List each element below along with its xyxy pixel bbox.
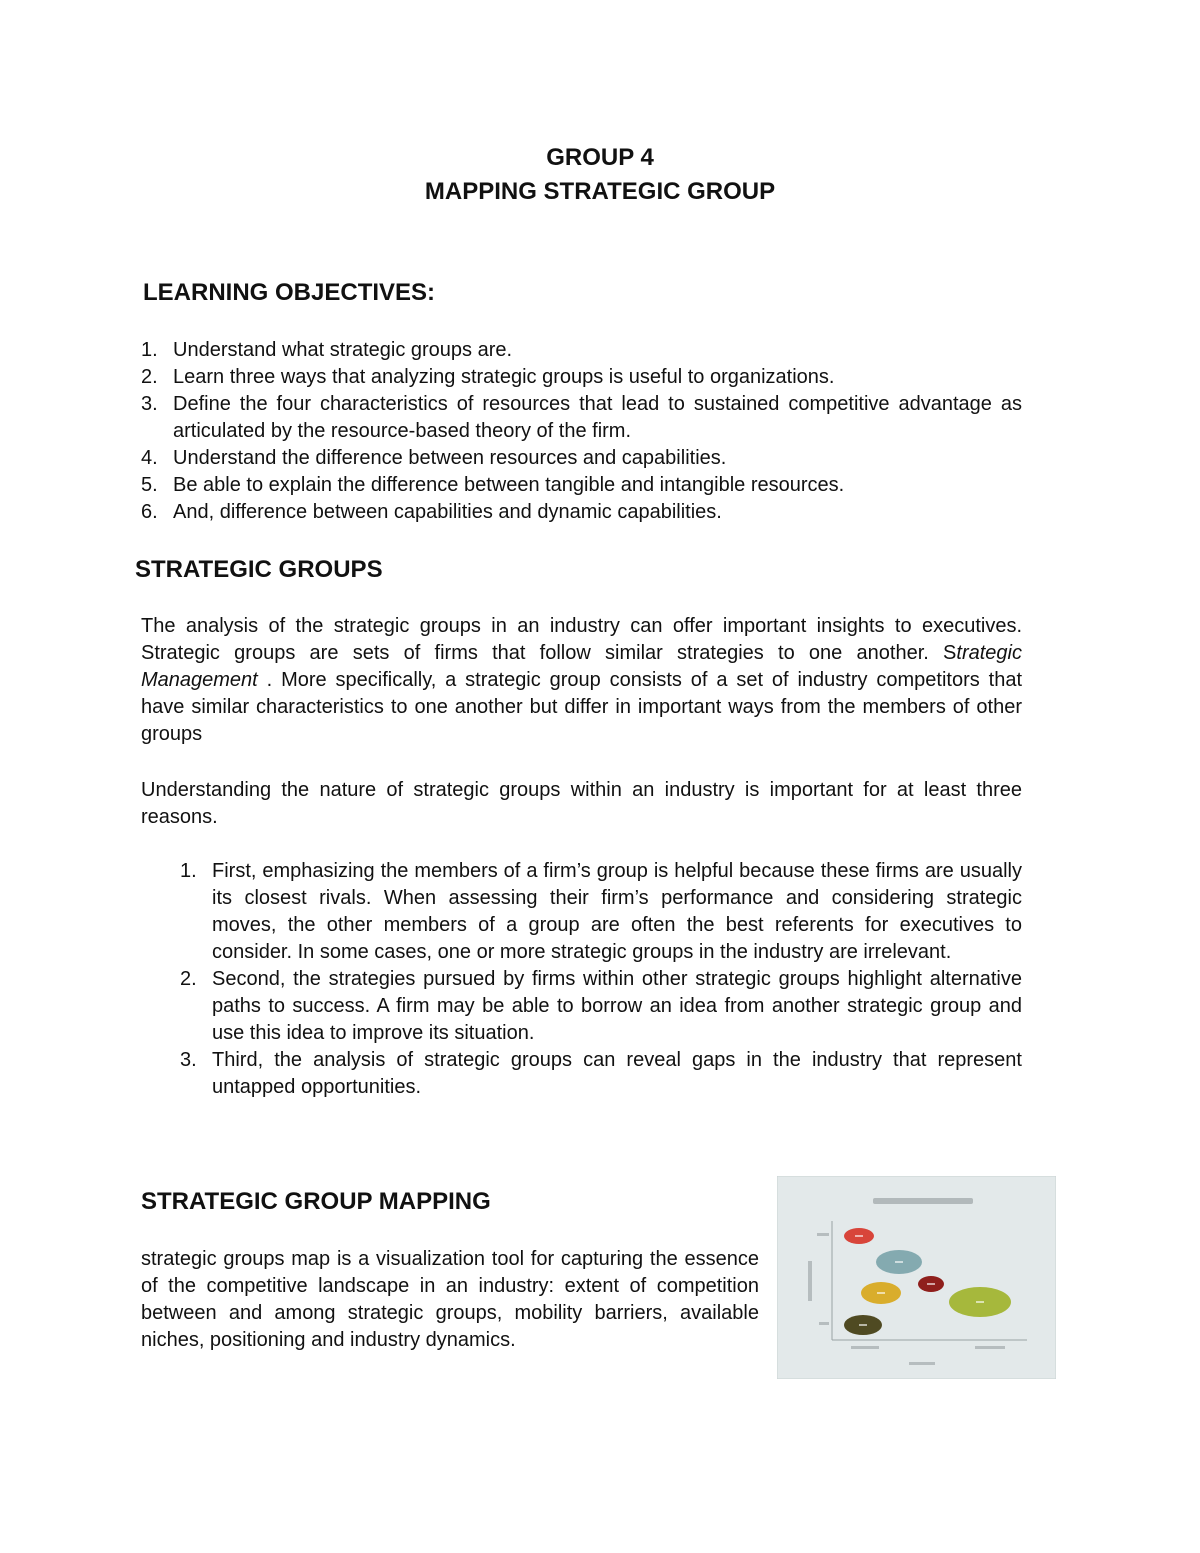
list-item: 1. Understand what strategic groups are. [141, 339, 513, 361]
strategic-group-mapping-heading: STRATEGIC GROUP MAPPING [141, 1188, 491, 1215]
strategic-groups-map-image [777, 1176, 1056, 1379]
list-item: 5. Be able to explain the difference between tangible and intangible resources. [141, 474, 845, 496]
map-x-label-blur [909, 1362, 935, 1365]
list-item: 3. Third, the analysis of strategic groups can reveal gaps in the industry that represent untapped opportunities. [180, 1049, 1022, 1098]
map-title-blur [873, 1198, 973, 1204]
objectives-list [141, 337, 1022, 526]
group-label: GROUP 4 [546, 144, 654, 171]
list-item: 1. First, emphasizing the members of a firm’s group is helpful because these firms are usually its closest rivals. When assessing their firm’s performance and considering strategic moves, the other members of a group are often the best referents for executives to consider. In some cases, one or more strategic groups in the industry are irrelevant. [180, 860, 1022, 963]
reasons-list [180, 858, 1022, 1101]
strategic-groups-paragraph: The analysis of the strategic groups in an industry can offer important insights to executives. Strategic groups are sets of firms that follow similar strategies to one another. Strategic Management . More specifically, a strategic group consists of a set of industry competitors that have similar characteristics to one another but differ in important ways from the members of other groups [141, 615, 1022, 745]
strategic-groups-heading: STRATEGIC GROUPS [135, 556, 383, 583]
list-item: 2. Learn three ways that analyzing strategic groups is useful to organizations. [141, 366, 835, 388]
strategic-groups-map-graphic [777, 1176, 1056, 1379]
mapping-paragraph: strategic groups map is a visualization tool for capturing the essence of the competitive landscape in an industry: extent of competition between and among strategic groups, mobility barriers, available niches, positioning and industry dynamics. [141, 1248, 759, 1351]
list-item: 4. Understand the difference between resources and capabilities. [141, 447, 727, 469]
document-title: MAPPING STRATEGIC GROUP [424, 178, 776, 205]
list-item: 6. And, difference between capabilities and dynamic capabilities. [141, 501, 722, 523]
reasons-intro-paragraph: Understanding the nature of strategic groups within an industry is important for at least three reasons. [141, 779, 1022, 828]
map-y-label-blur [808, 1261, 812, 1301]
learning-objectives-heading: LEARNING OBJECTIVES: [143, 279, 436, 306]
list-item: 2. Second, the strategies pursued by firms within other strategic groups highlight alternative paths to success. A firm may be able to borrow an idea from another strategic group and use this idea to improve its situation. [180, 968, 1022, 1044]
list-item: 3. Define the four characteristics of resources that lead to sustained competitive advantage as articulated by the resource-based theory of the firm. [141, 393, 1022, 442]
